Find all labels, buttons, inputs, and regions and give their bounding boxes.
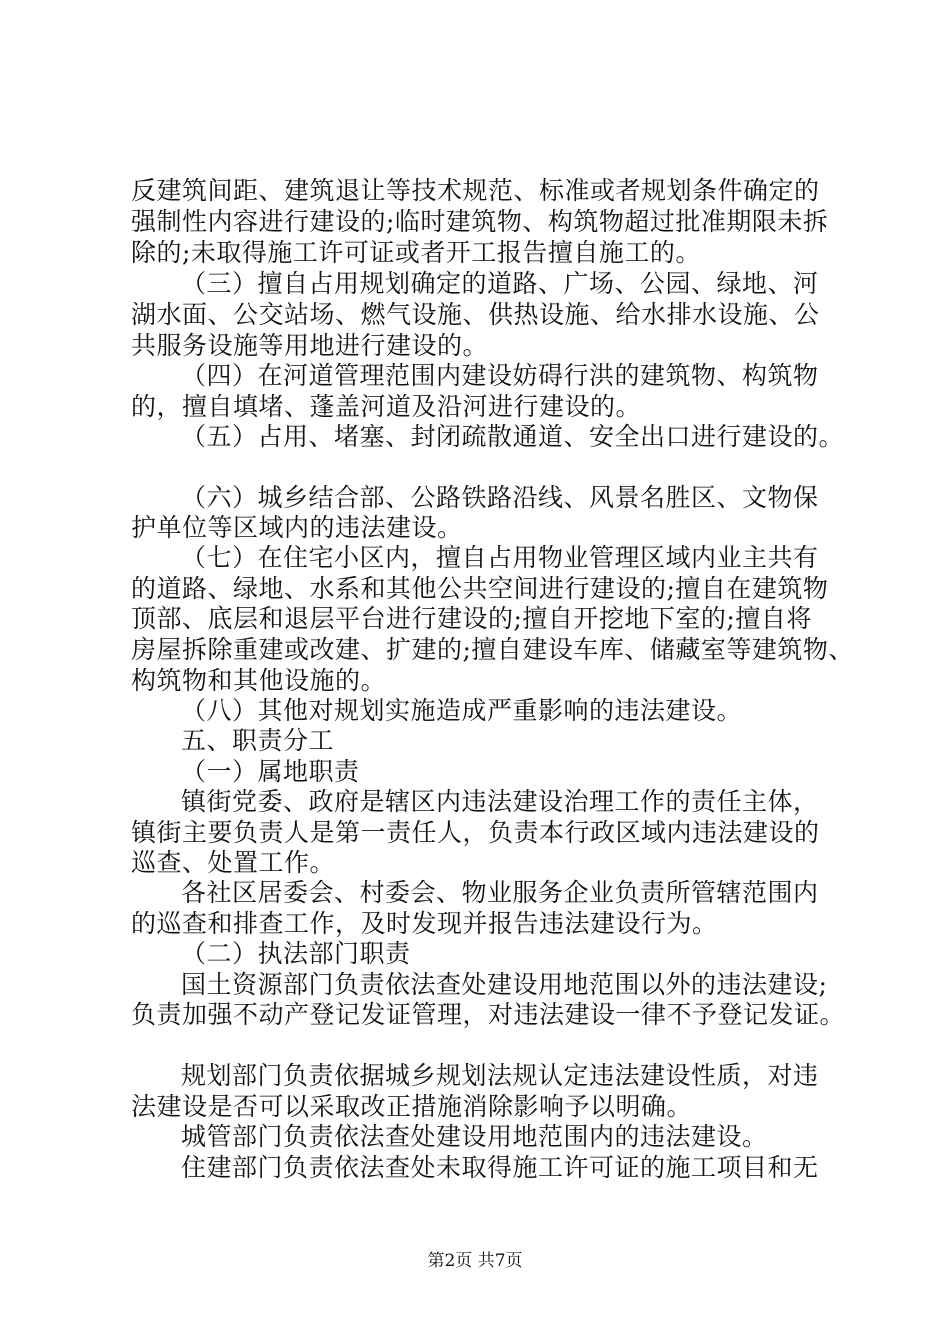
text-line: 构筑物和其他设施的。 (131, 666, 387, 695)
text-line: 房屋拆除重建或改建、扩建的;擅自建设车库、储藏室等建筑物、 (131, 635, 854, 664)
text-line: 强制性内容进行建设的;临时建筑物、构筑物超过批准期限未拆 (131, 207, 829, 236)
text-line: 法建设是否可以采取改正措施消除影响予以明确。 (131, 1092, 693, 1121)
text-line: 共服务设施等用地进行建设的。 (131, 331, 489, 360)
text-line: 巡查、处置工作。 (131, 848, 336, 877)
text-line: 负责加强不动产登记发证管理，对违法建设一律不予登记发证。 (131, 1000, 846, 1029)
text-line: 除的;未取得施工许可证或者开工报告擅自施工的。 (131, 238, 701, 267)
text-line: 的巡查和排查工作，及时发现并报告违法建设行为。 (131, 909, 718, 938)
subsection-heading: （二）执法部门职责 (181, 939, 411, 968)
text-line: 镇街党委、政府是辖区内违法建设治理工作的责任主体， (181, 787, 819, 816)
text-line: 镇街主要负责人是第一责任人，负责本行政区域内违法建设的 (131, 818, 820, 847)
text-line: 护单位等区域内的违法建设。 (131, 513, 463, 542)
text-line: （七）在住宅小区内，擅自占用物业管理区域内业主共有 (181, 543, 819, 572)
text-line: 住建部门负责依法查处未取得施工许可证的施工项目和无 (181, 1153, 819, 1182)
page-number: 第2页 共7页 (427, 1251, 523, 1271)
text-line: 的道路、绿地、水系和其他公共空间进行建设的;擅自在建筑物 (131, 574, 829, 603)
text-line: （六）城乡结合部、公路铁路沿线、风景名胜区、文物保 (181, 483, 819, 512)
text-line: 顶部、底层和退层平台进行建设的;擅自开挖地下室的;擅自将 (131, 604, 812, 633)
text-line: （五）占用、堵塞、封闭疏散通道、安全出口进行建设的。 (181, 422, 845, 451)
text-line: 城管部门负责依法查处建设用地范围内的违法建设。 (181, 1122, 768, 1151)
text-line: 各社区居委会、村委会、物业服务企业负责所管辖范围内 (181, 878, 819, 907)
text-line: 湖水面、公交站场、燃气设施、供热设施、给水排水设施、公 (131, 300, 820, 329)
text-line: （四）在河道管理范围内建设妨碍行洪的建筑物、构筑物 (181, 361, 819, 390)
text-line: 规划部门负责依据城乡规划法规认定违法建设性质，对违 (181, 1061, 819, 1090)
text-line: 反建筑间距、建筑退让等技术规范、标准或者规划条件确定的 (131, 176, 820, 205)
section-heading: 五、职责分工 (181, 726, 335, 755)
subsection-heading: （一）属地职责 (181, 757, 360, 786)
text-line: （三）擅自占用规划确定的道路、广场、公园、绿地、河 (181, 269, 819, 298)
text-line: （八）其他对规划实施造成严重影响的违法建设。 (181, 696, 743, 725)
text-line: 国土资源部门负责依法查处建设用地范围以外的违法建设; (181, 970, 828, 999)
text-line: 的，擅自填堵、蓬盖河道及沿河进行建设的。 (131, 392, 642, 421)
